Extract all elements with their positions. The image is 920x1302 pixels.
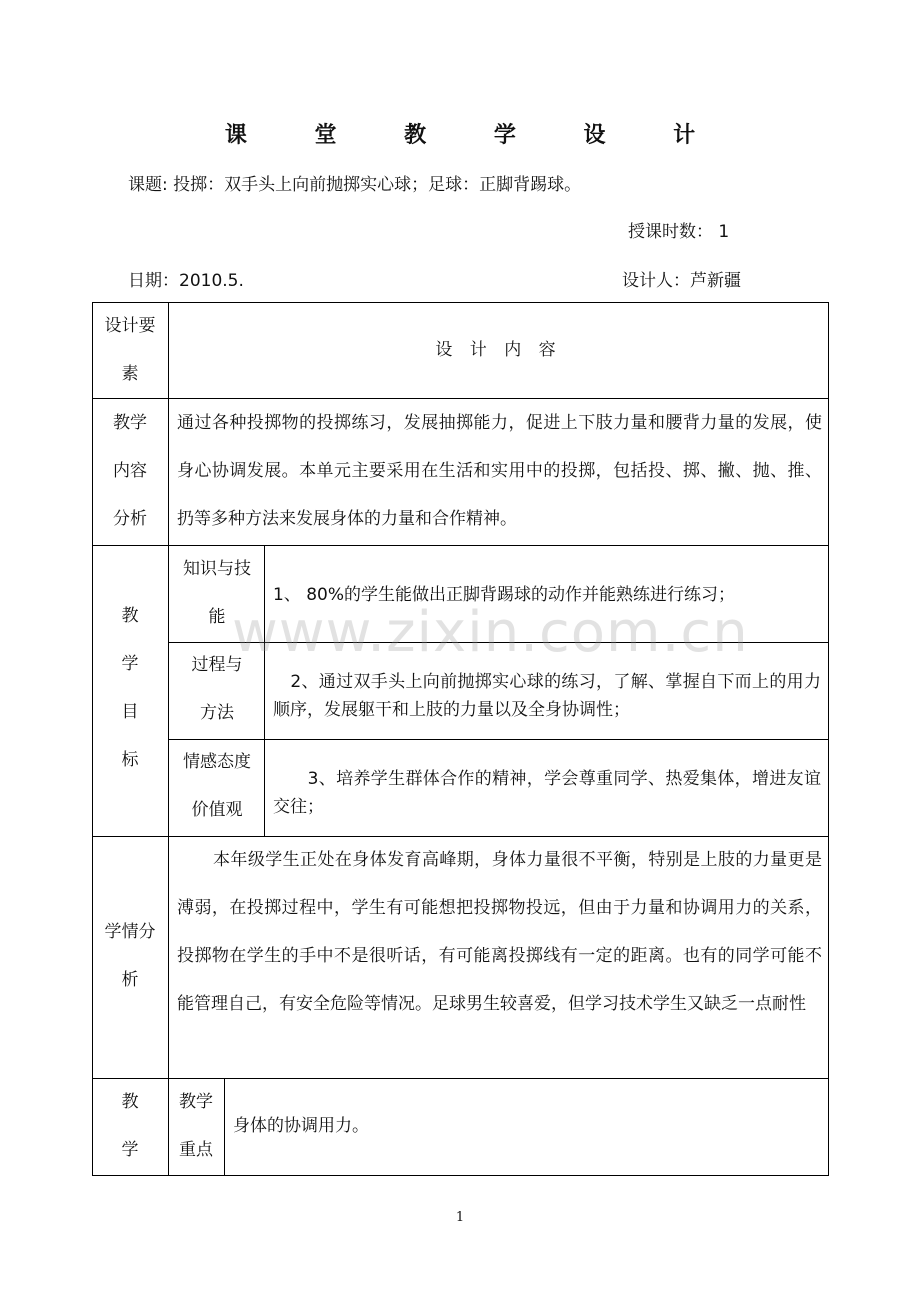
student-analysis-text: 本年级学生正处在身体发育高峰期，身体力量很不平衡，特别是上肢的力量更是溥弱，在投掷过程中，学生有可能想把投掷物投远，但由于力量和协调用力的关系，投掷物在学生的手中不是很听话，有可能离投掷线有一定的距离。也有的同学可能不能管理自己，有安全危险等情况。足球男生较喜爱，但学习技术学生又缺乏一点耐性: [177, 850, 822, 1014]
teaching-label: 教学: [121, 1092, 139, 1160]
student-analysis-label: 学情分析: [104, 922, 156, 990]
content-analysis-text: 通过各种投掷物的投掷练习，发展抽掷能力，促进上下肢力量和腰背力量的发展，使身心协调发展。本单元主要采用在生活和实用中的投掷，包括投、掷、撇、抛、推、扔等多种方法来发展身体的力量和合作精神。: [177, 413, 822, 529]
key-point-text: 身体的协调用力。: [233, 1116, 369, 1136]
lesson-date: 日期：2010.5.: [128, 271, 244, 291]
goal-text-knowledge: 1、 80%的学生能做出正脚背踢球的动作并能熟练进行练习；: [273, 585, 736, 605]
goal-text-process: 2、通过双手头上向前抛掷实心球的练习，了解、掌握自下而上的用力顺序，发展躯干和上肢的力量以及全身协调性；: [273, 672, 821, 720]
key-point-label: 教学重点: [179, 1092, 213, 1160]
goal-label-knowledge: 知识与技能: [183, 559, 251, 627]
content-analysis-label: 教学内容分析: [113, 413, 147, 529]
watermark: www.zixin.com.cn: [232, 600, 749, 665]
goal-label-attitude: 情感态度价值观: [183, 752, 251, 820]
table-divider: [168, 739, 829, 740]
goal-label-process: 过程与方法: [191, 655, 243, 723]
design-elements-label: 设计要素: [104, 316, 156, 384]
designer-name: 设计人：芦新疆: [622, 271, 741, 291]
document-title: 课 堂 教 学 设 计: [224, 123, 726, 148]
table-divider: [224, 1078, 225, 1176]
teaching-goals-label: 教学目标: [121, 606, 139, 770]
class-hours: 授课时数： 1: [628, 222, 730, 242]
page-number: 1: [455, 1210, 465, 1225]
goal-text-attitude: 3、培养学生群体合作的精神，学会尊重同学、热爱集体，增进友谊交往；: [273, 769, 821, 817]
table-divider: [264, 545, 265, 837]
lesson-subject: 课题: 投掷：双手头上向前抛掷实心球；足球：正脚背踢球。: [128, 175, 582, 195]
design-content-header: 设 计 内 容: [435, 340, 562, 360]
